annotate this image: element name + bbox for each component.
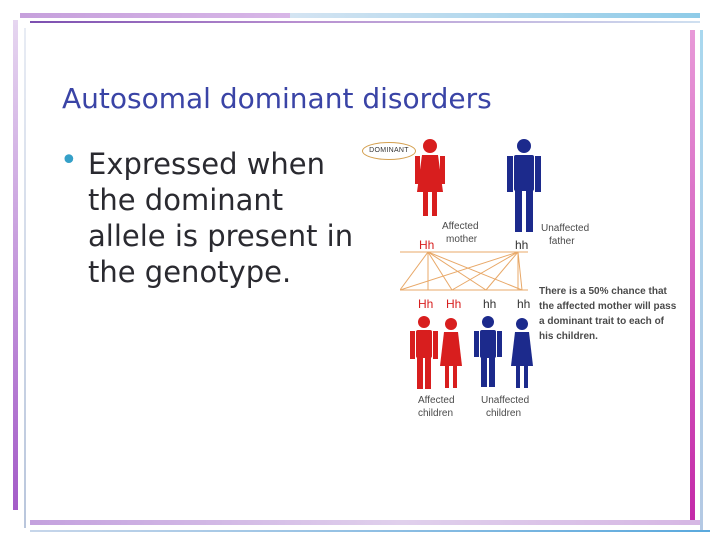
inheritance-note: There is a 50% chance that the affected mother will pass a dominant trait to each of his children. [539,286,677,342]
top-border-bar [290,13,700,18]
mother-label-line2: mother [446,234,478,245]
unaffected-children-label-line2: children [486,408,522,419]
child-genotype-2: Hh [446,297,462,311]
affected-son-figure [410,316,438,389]
unaffected-daughter-figure [511,318,533,388]
bottom-border-line [30,530,710,532]
left-border-line [24,28,26,528]
child-genotype-4: hh [517,297,531,311]
dominant-badge: DOMINANT [362,142,416,160]
bottom-border-bar [30,520,400,525]
bullet-icon: • [60,143,78,178]
right-border-bar [690,30,695,520]
bullet-text: Expressed when the dominant allele is present in the genotype. [88,147,354,289]
unaffected-son-figure [474,316,502,387]
father-label-line1: Unaffected [541,223,590,234]
child-genotype-3: hh [483,297,497,311]
bottom-border-bar [400,520,700,525]
father-label-line2: father [549,236,575,247]
unaffected-father-figure [507,139,541,232]
slide-title: Autosomal dominant disorders [62,82,492,115]
right-border-line [700,30,703,530]
pedigree-figure [400,130,550,400]
affected-mother-figure [415,139,445,216]
inheritance-cross-lines [400,252,528,290]
top-border-bar [20,13,310,18]
affected-daughter-figure [440,318,462,388]
left-border-bar [13,20,18,510]
mother-genotype: Hh [419,238,435,252]
affected-children-label-line2: children [418,408,454,419]
mother-label-line1: Affected [442,221,479,232]
unaffected-children-label-line1: Unaffected [481,395,530,406]
affected-children-label-line1: Affected [418,395,455,406]
top-border-line [30,21,700,23]
child-genotype-1: Hh [418,297,434,311]
father-genotype: hh [515,238,529,252]
